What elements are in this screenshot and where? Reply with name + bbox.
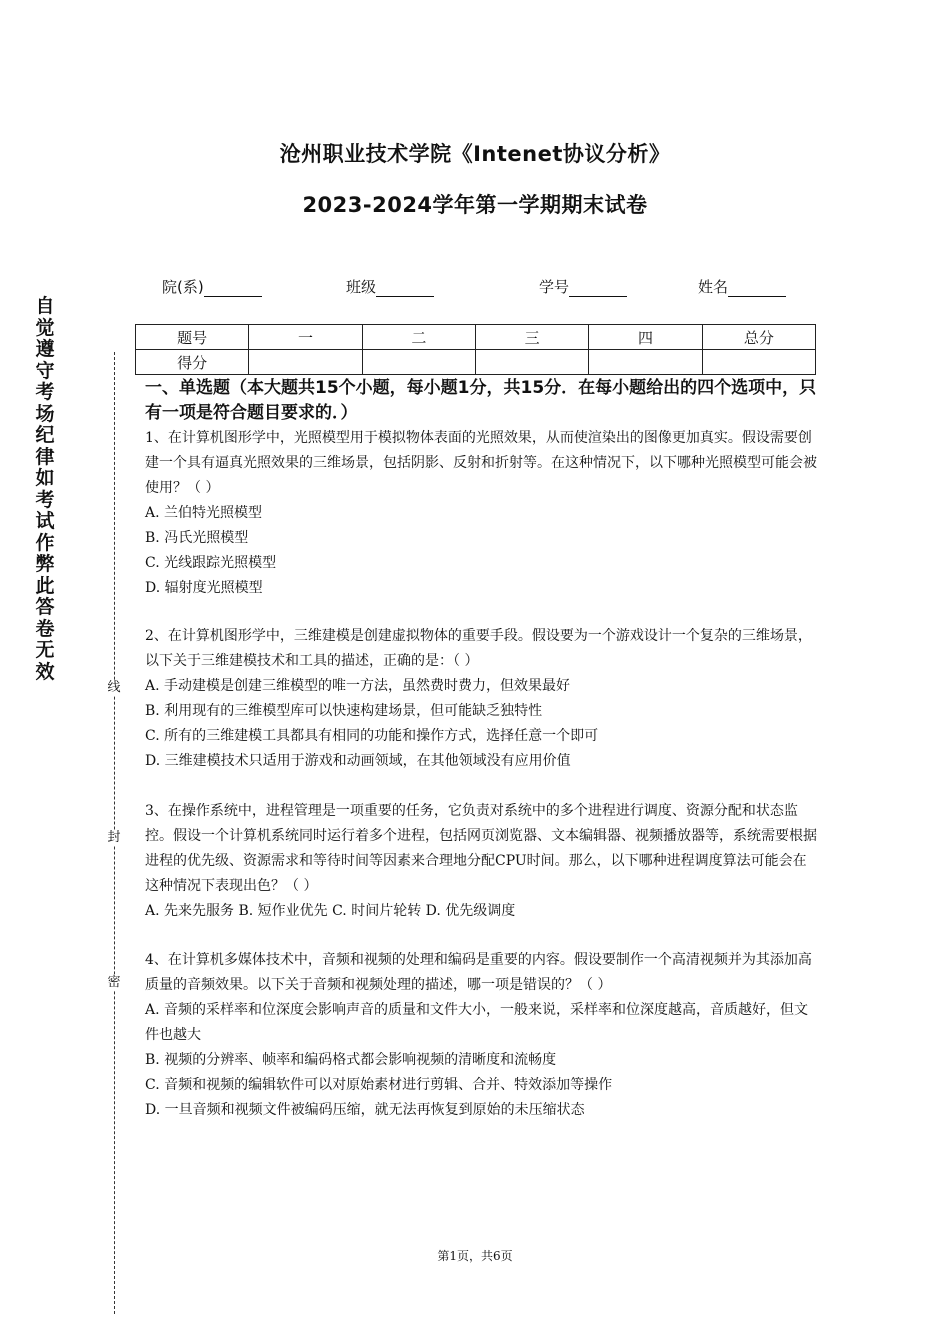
option-d[interactable]: D. 三维建模技术只适用于游戏和动画领域，在其他领域没有应用价值 <box>145 753 571 769</box>
page-number: 第1页，共6页 <box>437 1249 513 1263</box>
college-field[interactable] <box>162 276 262 297</box>
score-header-cell: 题号 <box>136 325 249 350</box>
question-stem: 3、在操作系统中，进程管理是一项重要的任务，它负责对系统中的多个进程进行调度、资源分配和状态监控。假设一个计算机系统同时运行着多个进程，包括网页浏览器、文本编辑器、视频播放器等，系统需要根据进程的优先级、资源需求和等待时间等因素来合理地分配CPU时间。那么，以下哪种进程调度算法可能会在这种情况下表现出色？（ ） <box>145 803 817 894</box>
option-c[interactable]: C. 所有的三维建模工具都具有相同的功能和操作方式，选择任意一个即可 <box>145 728 599 744</box>
score-cell[interactable] <box>249 350 362 375</box>
question-stem: 2、在计算机图形学中，三维建模是创建虚拟物体的重要手段。假设要为一个游戏设计一个复杂的三维场景，以下关于三维建模技术和工具的描述，正确的是：（ ） <box>145 628 812 669</box>
student-id-field[interactable] <box>539 276 627 297</box>
score-row-label: 得分 <box>136 350 249 375</box>
question-stem: 1、在计算机图形学中，光照模型用于模拟物体表面的光照效果，从而使渲染出的图像更加真实。假设需要创建一个具有逼真光照效果的三维场景，包括阴影、反射和折射等。在这种情况下，以下哪种光照模型可能会被使用？（ ） <box>145 430 817 496</box>
option-b[interactable]: B. 利用现有的三维模型库可以快速构建场景，但可能缺乏独特性 <box>145 703 543 719</box>
score-cell[interactable] <box>589 350 702 375</box>
seal-mark: 封 <box>105 830 123 846</box>
exam-title-line1: 沧州职业技术学院《Intenet协议分析》 <box>279 142 671 166</box>
score-cell[interactable] <box>362 350 475 375</box>
score-header-cell: 三 <box>475 325 588 350</box>
score-table <box>135 324 816 375</box>
score-cell[interactable] <box>702 350 815 375</box>
question-3 <box>145 799 820 924</box>
option-b[interactable]: B. 冯氏光照模型 <box>145 530 249 546</box>
score-cell[interactable] <box>475 350 588 375</box>
question-2 <box>145 624 820 774</box>
score-header-cell: 四 <box>589 325 702 350</box>
option-b[interactable]: B. 视频的分辨率、帧率和编码格式都会影响视频的清晰度和流畅度 <box>145 1052 557 1068</box>
integrity-notice <box>32 296 58 683</box>
student-id-blank[interactable] <box>569 280 627 297</box>
close-mark: 密 <box>105 975 123 991</box>
score-table-header-row <box>136 325 816 350</box>
score-header-cell: 一 <box>249 325 362 350</box>
college-label: 院(系) <box>162 278 204 296</box>
student-id-label: 学号 <box>539 278 570 296</box>
option-c[interactable]: C. 音频和视频的编辑软件可以对原始素材进行剪辑、合并、特效添加等操作 <box>145 1077 613 1093</box>
option-d[interactable]: D. 辐射度光照模型 <box>145 580 263 596</box>
exam-title-line2: 2023-2024学年第一学期期末试卷 <box>302 193 648 217</box>
score-header-cell: 总分 <box>702 325 815 350</box>
section-heading: 一、单选题（本大题共15个小题，每小题1分，共15分．在每小题给出的四个选项中，只有一项是符合题目要求的．） <box>145 378 817 423</box>
option-d[interactable]: D. 一旦音频和视频文件被编码压缩，就无法再恢复到原始的未压缩状态 <box>145 1102 585 1118</box>
option-a[interactable]: A. 手动建模是创建三维模型的唯一方法，虽然费时费力，但效果最好 <box>145 678 571 694</box>
name-label: 姓名 <box>698 278 729 296</box>
class-field[interactable] <box>346 276 434 297</box>
name-blank[interactable] <box>728 280 786 297</box>
question-1 <box>145 426 820 601</box>
option-a[interactable]: A. 音频的采样率和位深度会影响声音的质量和文件大小，一般来说，采样率和位深度越高，音质越好，但文件也越大 <box>145 1002 809 1043</box>
score-header-cell: 二 <box>362 325 475 350</box>
option-c[interactable]: C. 光线跟踪光照模型 <box>145 555 277 571</box>
option-line[interactable]: A. 先来先服务 B. 短作业优先 C. 时间片轮转 D. 优先级调度 <box>145 903 516 919</box>
option-a[interactable]: A. 兰伯特光照模型 <box>145 505 263 521</box>
class-label: 班级 <box>346 278 377 296</box>
college-blank[interactable] <box>204 280 262 297</box>
score-table-score-row <box>136 350 816 375</box>
question-4 <box>145 948 820 1123</box>
class-blank[interactable] <box>376 280 434 297</box>
name-field[interactable] <box>698 276 786 297</box>
question-stem: 4、在计算机多媒体技术中，音频和视频的处理和编码是重要的内容。假设要制作一个高清视频并为其添加高质量的音频效果。以下关于音频和视频处理的描述，哪一项是错误的？（ ） <box>145 952 812 993</box>
line-mark: 线 <box>105 680 123 696</box>
integrity-notice-text: 自觉遵守考场纪律如考试作弊此答卷无效 <box>35 295 55 683</box>
